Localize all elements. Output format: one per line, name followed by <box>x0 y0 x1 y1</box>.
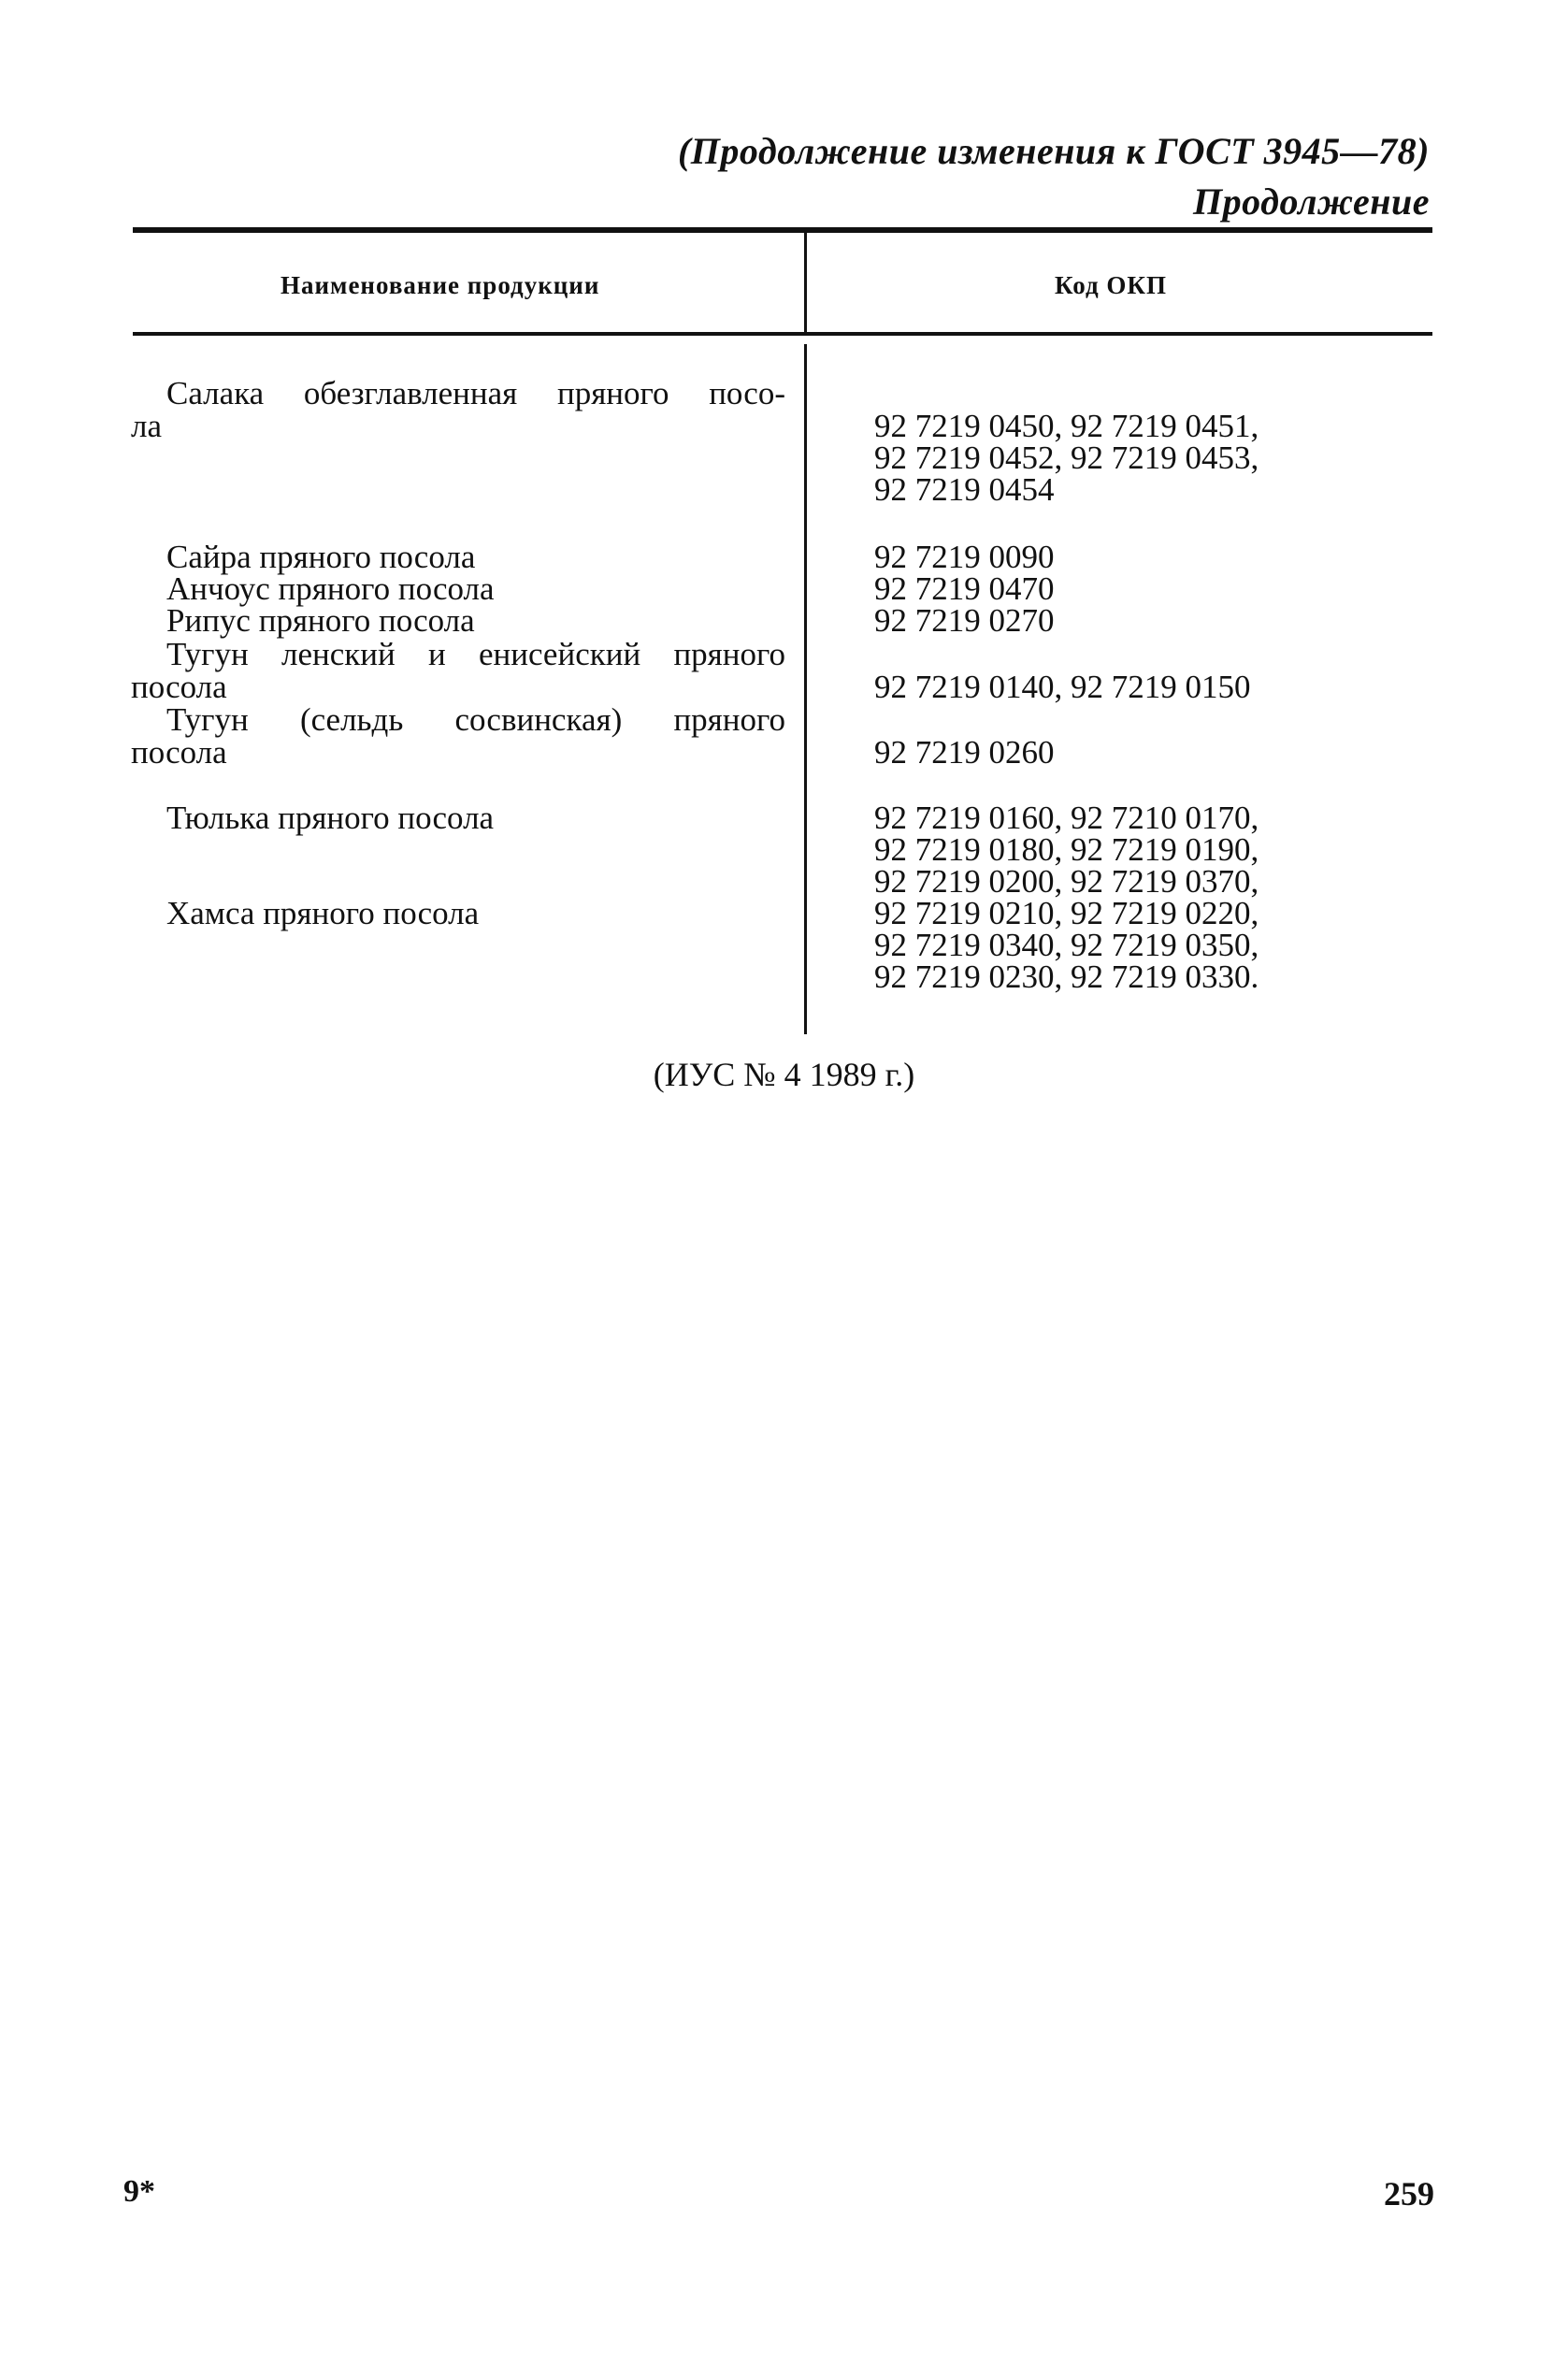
continued-label: Продолжение <box>1193 180 1430 223</box>
continuation-note: (Продолжение изменения к ГОСТ 3945—78) <box>677 130 1430 172</box>
table-row-product-name: посола <box>131 669 227 705</box>
table-top-rule <box>133 227 1432 233</box>
table-row-product-name: Сайра пряного посола <box>166 539 476 575</box>
page-signature-mark: 9* <box>123 2174 155 2209</box>
table-row-okp-code: 92 7219 0340, 92 7219 0350, <box>874 927 1259 963</box>
table-row-okp-code: 92 7219 0180, 92 7219 0190, <box>874 831 1259 868</box>
table-row-okp-code: 92 7219 0090 <box>874 539 1055 575</box>
column-header-product-name: Наименование продукции <box>281 271 600 299</box>
page-number: 259 <box>1384 2175 1434 2213</box>
column-header-okp-code: Код ОКП <box>1055 271 1167 299</box>
source-note: (ИУС № 4 1989 г.) <box>653 1056 915 1093</box>
table-row-okp-code: 92 7219 0210, 92 7219 0220, <box>874 895 1259 931</box>
table-row-okp-code: 92 7219 0160, 92 7210 0170, <box>874 800 1259 836</box>
table-row-product-name: Рипус пряного посола <box>166 602 475 639</box>
table-row-product-name: Анчоус пряного посола <box>166 570 495 607</box>
table-row-okp-code: 92 7219 0470 <box>874 570 1055 607</box>
table-row-product-name: Тюлька пряного посола <box>166 800 495 836</box>
table-row-okp-code: 92 7219 0140, 92 7219 0150 <box>874 669 1251 705</box>
table-row-okp-code: 92 7219 0230, 92 7219 0330. <box>874 959 1259 995</box>
table-row-product-name: ла <box>131 408 163 444</box>
table-row-okp-code: 92 7219 0454 <box>874 471 1055 508</box>
table-body-divider <box>804 344 807 1034</box>
table-row-product-name: Тугун (сельдь сосвинская) пряного <box>166 701 785 738</box>
table-header-divider <box>804 233 807 332</box>
table-row-okp-code: 92 7219 0452, 92 7219 0453, <box>874 440 1259 476</box>
table-row-product-name: Салака обезглавленная пряного посо- <box>166 375 785 411</box>
table-row-okp-code: 92 7219 0450, 92 7219 0451, <box>874 408 1259 444</box>
table-row-okp-code: 92 7219 0200, 92 7219 0370, <box>874 863 1259 900</box>
table-row-product-name: посола <box>131 734 227 771</box>
table-row-product-name: Тугун ленский и енисейский пряного <box>166 636 785 672</box>
table-row-product-name: Хамса пряного посола <box>166 895 480 931</box>
table-row-okp-code: 92 7219 0260 <box>874 734 1055 771</box>
table-row-okp-code: 92 7219 0270 <box>874 602 1055 639</box>
table-header-rule <box>133 332 1432 336</box>
